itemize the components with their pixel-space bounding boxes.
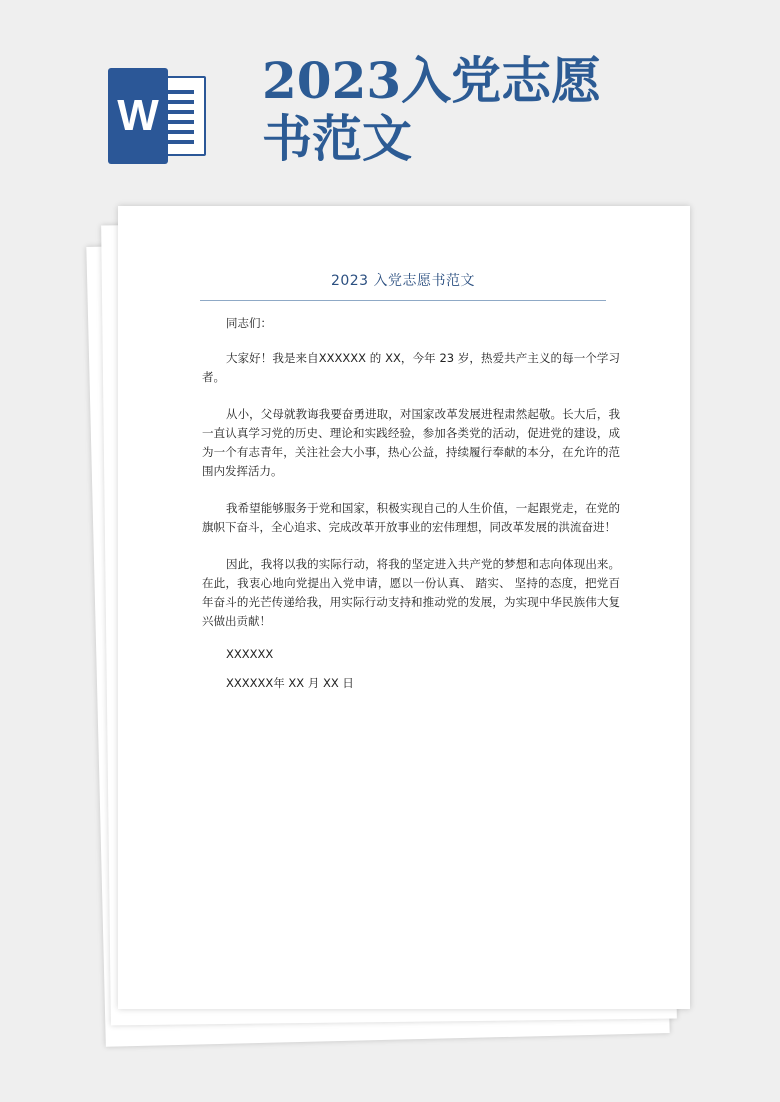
document-title: 2023 入党志愿书范文 xyxy=(330,273,476,289)
document-body xyxy=(202,314,620,693)
page-title-line2: 书范文 xyxy=(262,109,412,168)
paragraph-1: 大家好！我是来自XXXXXX 的 XX，今年 23 岁，热爱共产主义的每一个学习者。 xyxy=(202,351,620,384)
page-title-line1: 2023入党志愿 xyxy=(262,51,602,110)
word-logo-letter: W xyxy=(108,68,168,164)
signature: XXXXXX xyxy=(226,647,274,661)
paragraph-3: 我希望能够服务于党和国家，积极实现自己的人生价值，一起跟党走，在党的旗帜下奋斗，全心追求、完成改革开放事业的宏伟理想，同改革发展的洪流奋进！ xyxy=(202,501,620,534)
date: XXXXXX年 XX 月 XX 日 xyxy=(226,676,354,690)
greeting: 同志们： xyxy=(226,316,272,330)
page-title xyxy=(262,52,632,168)
word-icon xyxy=(108,68,208,164)
paragraph-4: 因此，我将以我的实际行动，将我的坚定进入共产党的梦想和志向体现出来。在此，我衷心地向党提出入党申请，愿以一份认真、 踏实、 坚持的态度，把党百年奋斗的光芒传递给我，用实际行动支持和推动党的发展，为实现中华民族伟大复兴做出贡献！ xyxy=(202,557,620,628)
title-divider xyxy=(200,300,606,301)
paragraph-2: 从小，父母就教诲我要奋勇进取，对国家改革发展进程肃然起敬。长大后，我一直认真学习党的历史、理论和实践经验，参加各类党的活动，促进党的建设，成为一个有志青年，关注社会大小事，热心公益，持续履行奉献的本分，在允许的范围内发挥活力。 xyxy=(202,407,620,478)
